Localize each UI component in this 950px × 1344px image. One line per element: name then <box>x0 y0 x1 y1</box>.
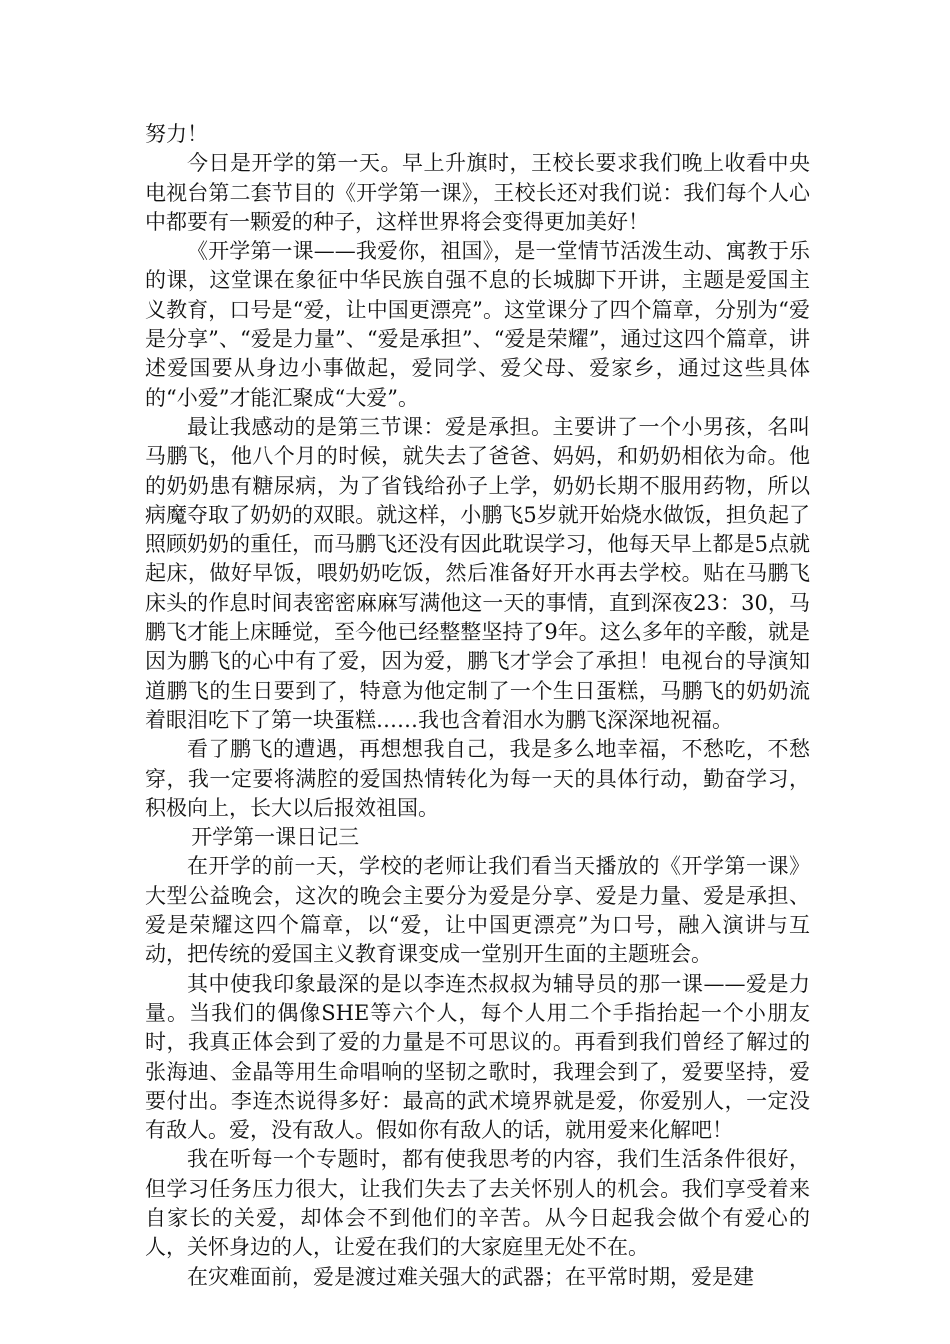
paragraph-1: 努力！ <box>145 122 208 146</box>
paragraph-4: 最让我感动的是第三节课：爱是承担。主要讲了一个小男孩，名叫马鹏飞，他八个月的时候，就失去了爸爸、妈妈，和奶奶相依为命。他的奶奶患有糖尿病，为了省钱给孙子上学，奶奶长期不服用药物，所以病魔夺取了奶奶的双眼。就这样，小鹏飞5岁就开始烧水做饭，担负起了照顾奶奶的重任，而马鹏飞还没有因此耽误学习，他每天早上都是5点就起床，做好早饭，喂奶奶吃饭，然后准备好开水再去学校。贴在马鹏飞床头的作息时间表密密麻麻写满他这一天的事情，直到深夜23：30，马鹏飞才能上床睡觉，至今他已经整整坚持了9年。这么多年的辛酸，就是因为鹏飞的心中有了爱，因为爱，鹏飞才学会了承担！电视台的导演知道鹏飞的生日要到了，特意为他定制了一个生日蛋糕，马鹏飞的奶奶流着眼泪吃下了第一块蛋糕……我也含着泪水为鹏飞深深地祝福。 <box>145 414 810 732</box>
paragraph-5: 看了鹏飞的遭遇，再想想我自己，我是多么地幸福，不愁吃，不愁穿，我一定要将满腔的爱国热情转化为每一天的具体行动，勤奋学习，积极向上，长大以后报效祖国。 <box>145 737 810 820</box>
paragraph-6: 在开学的前一天，学校的老师让我们看当天播放的《开学第一课》大型公益晚会，这次的晚会主要分为爱是分享、爱是力量、爱是承担、爱是荣耀这四个篇章，以“爱，让中国更漂亮”为口号，融入演讲与互动，把传统的爱国主义教育课变成一堂别开生面的主题班会。 <box>145 854 810 967</box>
paragraph-2: 今日是开学的第一天。早上升旗时，王校长要求我们晚上收看中央电视台第二套节目的《开学第一课》，王校长还对我们说：我们每个人心中都要有一颗爱的种子，这样世界将会变得更加美好！ <box>145 151 810 234</box>
paragraph-8: 我在听每一个专题时，都有使我思考的内容，我们生活条件很好，但学习任务压力很大，让我们失去了去关怀别人的机会。我们享受着来自家长的关爱，却体会不到他们的辛苦。从今日起我会做个有爱心的人，关怀身边的人，让爱在我们的大家庭里无处不在。 <box>145 1147 810 1260</box>
section-heading: 开学第一课日记三 <box>191 825 360 850</box>
paragraph-9: 在灾难面前，爱是渡过难关强大的武器；在平常时期，爱是建 <box>187 1264 754 1289</box>
paragraph-3: 《开学第一课——我爱你，祖国》，是一堂情节活泼生动、寓教于乐的课，这堂课在象征中华民族自强不息的长城脚下开讲，主题是爱国主义教育，口号是“爱，让中国更漂亮”。这堂课分了四个篇章，分别为“爱是分享”、“爱是力量”、“爱是承担”、“爱是荣耀”，通过这四个篇章，讲述爱国要从身边小事做起，爱同学、爱父母、爱家乡，通过这些具体的“小爱”才能汇聚成“大爱”。 <box>145 239 810 410</box>
paragraph-7: 其中使我印象最深的是以李连杰叔叔为辅导员的那一课——爱是力量。当我们的偶像SHE等六个人，每个人用二个手指抬起一个小朋友时，我真正体会到了爱的力量是不可思议的。再看到我们曾经了解过的张海迪、金晶等用生命唱响的坚韧之歌时，我理会到了，爱要坚持，爱要付出。李连杰说得多好：最高的武术境界就是爱，你爱别人，一定没有敌人。爱，没有敌人。假如你有敌人的话，就用爱来化解吧！ <box>145 971 810 1143</box>
document-body <box>145 120 810 1292</box>
